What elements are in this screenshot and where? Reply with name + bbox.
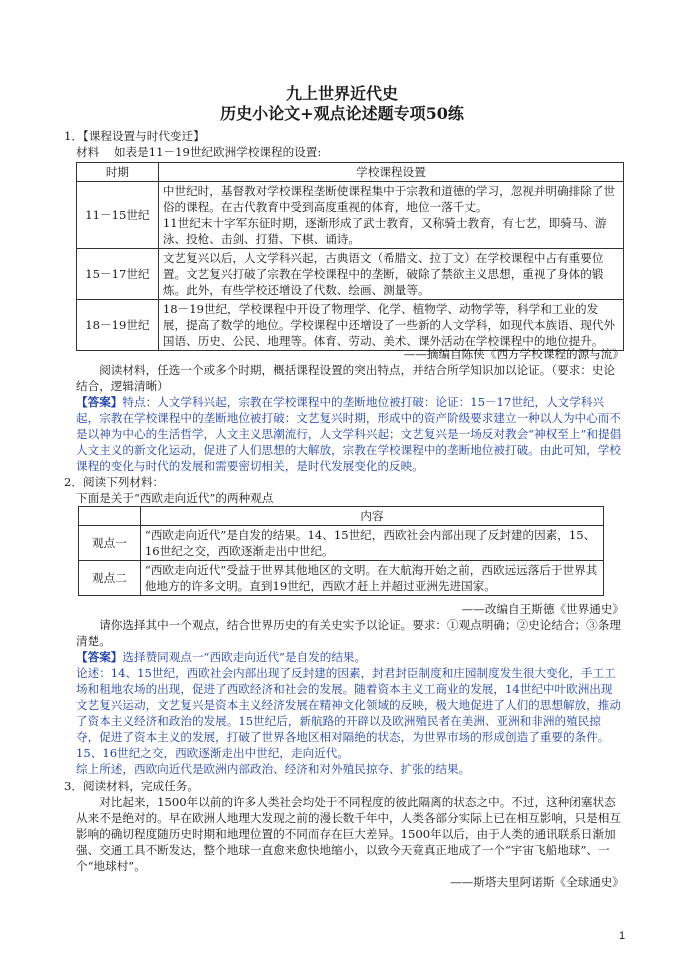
q2-answer-line1: [76, 649, 624, 665]
q1-answer-text: 特点：人文学科兴起，宗教在学校课程中的垄断地位被打破：论证：15－17世纪，人文学科兴起，宗教在学校课程中的垄断地位被打破：文艺复兴时期，形成中的资产阶级要求建立一种以人为中心而不是以神为中心的生活哲学，人文主义思潮流行，人文学科兴起；文艺复兴是一场反对教会“神权至上”和提倡人文主义的新文化运动，促进了人们思想的大解放，宗教在学校课程中的垄断地位被打破。由此可知，学校课程的变化与时代的发展和需要密切相关，是时代发展变化的反映。: [76, 395, 622, 473]
col-header-period: 时期: [77, 163, 159, 182]
table-row: [77, 182, 624, 249]
q3-number: 3．: [64, 779, 83, 793]
q1-material-intro: 如表是11－19世纪欧洲学校课程的设置:: [113, 145, 322, 159]
q3-source: ——斯塔夫里阿诺斯《全球通史》: [450, 875, 624, 889]
q2-heading-line: [64, 474, 664, 490]
q1-material-line: [76, 144, 636, 160]
col-header-label: [79, 507, 141, 526]
period-cell: 18－19世纪: [77, 300, 159, 351]
q1-source: ——摘编自陈侠《西方学校课程的源与流》: [403, 347, 624, 361]
page-number: 1: [618, 930, 626, 942]
content-cell: 18－19世纪，学校课程中开设了物理学、化学、植物学、动物学等，科学和工业的发展，提高了数学的地位。学校课程中还增设了一些新的人文学科，如现代本族语、现代外国语、历史、公民、地理等。体育、劳动、美术、课外活动在学校课程中的地位提升。: [158, 300, 623, 351]
q3-heading-line: [64, 778, 664, 794]
viewpoint-label: 观点二: [79, 561, 141, 596]
content-cell: 文艺复兴以后，人文学科兴起，古典语文（希腊文、拉丁文）在学校课程中占有重要位置。文艺复兴打破了宗教在学校课程中的垄断，破除了禁欲主义思想，重视了身体的锻炼。此外，有些学校还增设了代数、绘画、测量等。: [158, 249, 623, 300]
q2-answer-tag: 【答案】: [76, 650, 123, 664]
doc-title-sub: 历史小论文+观点论述题专项50练: [220, 104, 464, 123]
viewpoint-content: “西欧走向近代”是自发的结果。14、15世纪，西欧社会内部出现了反封建的因素，15、16世纪之交，西欧逐渐走出中世纪。: [140, 526, 603, 561]
q3-heading: 阅读材料，完成任务。: [82, 779, 199, 793]
period-cell: 15－17世纪: [77, 249, 159, 300]
q2-number: 2．: [64, 475, 83, 489]
q2-source: ——改编自王斯德《世界通史》: [461, 602, 624, 616]
q1-heading-line: [64, 128, 664, 144]
table-row: [77, 249, 624, 300]
q1-heading: 【课程设置与时代变迁】: [82, 129, 205, 143]
viewpoint-label: 观点一: [79, 526, 141, 561]
q2-answer-conclusion: 综上所述，西欧向近代是欧洲内部政治、经济和对外殖民掠夺、扩张的结果。: [76, 762, 471, 776]
table-header-row: [77, 163, 624, 182]
table-header-row: [79, 507, 604, 526]
q2-answer-view: 选择赞同观点一“西欧走向近代”是自发的结果。: [122, 650, 367, 664]
table-row: [79, 526, 604, 561]
q2-heading: 阅读下列材料：: [82, 475, 165, 489]
q2-prompt: 请你选择其中一个观点，结合世界历史的有关史实予以论证。要求：①观点明确；②史论结合；③条理清楚。: [76, 618, 621, 648]
content-cell: [158, 182, 623, 249]
content-text-2: 11世纪末十字军东征时期，逐渐形成了武士教育，又称骑士教育，有七艺，即骑马、游泳、投枪、击剑、打猎、下棋、诵诗。: [162, 216, 607, 246]
viewpoint-content: “西欧走向近代”受益于世界其他地区的文明。在大航海开始之前，西欧远远落后于世界其他地方的许多文明。直到19世纪，西欧才赶上并超过亚洲先进国家。: [140, 561, 603, 596]
col-header-content: 学校课程设置: [158, 163, 623, 182]
q2-viewpoint-table: [78, 506, 604, 596]
col-header-content: 内容: [140, 507, 603, 526]
q3-material: 对比起来，1500年以前的许多人类社会均处于不同程度的彼此隔离的状态之中。不过，这种闭塞状态从来不是绝对的。早在欧洲人地理大发现之前的漫长数千年中，人类各部分实际上已在相互影响，只是相互影响的确切程度随历史时期和地理位置的不同而存在巨大差异。1500年以后，由于人类的通讯联系日渐加强、交通工具不断发达，整个地球一直愈来愈快地缩小，以致今天竟真正地成了一个“宇宙飞船地球”、一个“地球村”。: [76, 795, 621, 873]
table-row: [77, 300, 624, 351]
q1-prompt: 阅读材料，任选一个或多个时期，概括课程设置的突出特点，并结合所学知识加以论证。（要求：史论结合，逻辑清晰）: [76, 363, 616, 393]
doc-title-main: 九上世界近代史: [285, 84, 398, 103]
q1-number: 1．: [64, 129, 83, 143]
table-row: [79, 561, 604, 596]
q1-answer: [76, 394, 624, 474]
q2-intro: 下面是关于“西欧走向近代”的两种观点: [76, 491, 274, 505]
q1-material-label: 材料: [76, 145, 100, 159]
q1-answer-tag: 【答案】: [76, 395, 123, 409]
q2-answer-body: 论述：14、15世纪，西欧社会内部出现了反封建的因素，封君封臣制度和庄园制度发生很大变化，手工工场和租地农场的出现，促进了西欧经济和社会的发展。随着资本主义工商业的发展，14世纪中叶欧洲出现文艺复兴运动，文艺复兴是资本主义经济发展在精神文化领域的反映，极大地促进了人们的思想解放，推动了资本主义经济和政治的发展。15世纪后，新航路的开辟以及欧洲殖民者在美洲、亚洲和非洲的殖民掠夺，促进了资本主义的发展，打破了世界各地区相对隔绝的状态，为世界市场的形成创造了重要的条件。15、16世纪之交，西欧逐渐走出中世纪，走向近代。: [76, 666, 621, 760]
q1-course-table: [76, 162, 624, 351]
content-text: 中世纪时，基督教对学校课程垄断使课程集中于宗教和道德的学习，忽视并明确排除了世俗的课程。在古代教育中受到高度重视的体育，地位一落千丈。: [162, 184, 616, 214]
period-cell: 11－15世纪: [77, 182, 159, 249]
